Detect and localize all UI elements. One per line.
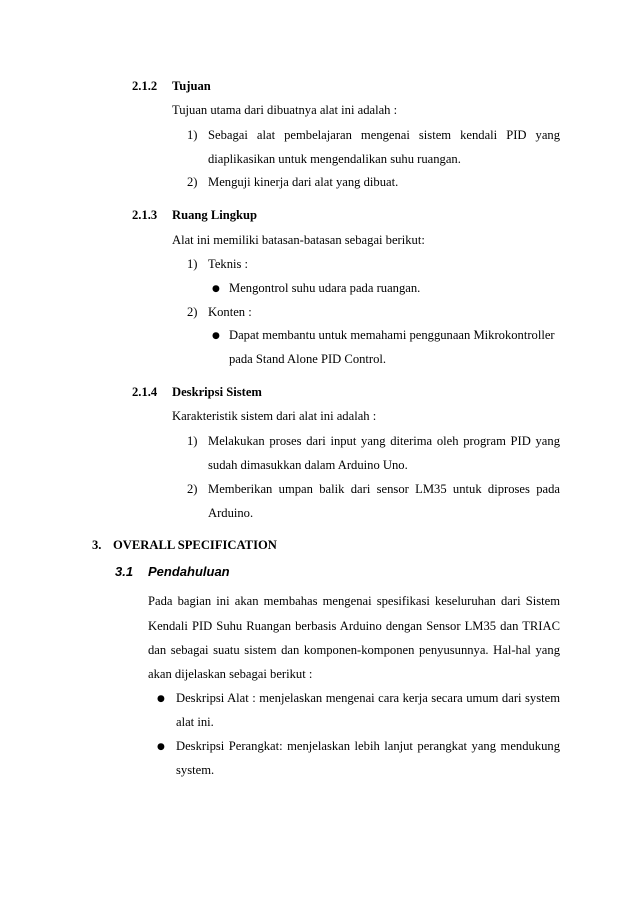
list-item-text: sudah dimasukkan dalam Arduino Uno.	[208, 458, 408, 472]
section-intro: Alat ini memiliki batasan-batasan sebagai berikut:	[172, 233, 425, 247]
chapter-heading: OVERALL SPECIFICATION	[113, 538, 277, 552]
section-intro: Karakteristik sistem dari alat ini adalah :	[172, 409, 377, 423]
bullet-icon: ●	[212, 284, 220, 294]
section-heading: Ruang Lingkup	[172, 208, 258, 222]
chapter-number: 3.	[92, 538, 102, 552]
list-item-text: Menguji kinerja dari alat yang dibuat.	[208, 175, 399, 189]
paragraph-line: dan sebagai suatu sistem dan komponen-komponen penyusunnya. Hal-hal yang	[148, 643, 560, 657]
section-number: 2.1.4	[132, 385, 158, 399]
section-number: 3.1	[115, 564, 134, 579]
section-heading: Deskripsi Sistem	[172, 385, 262, 399]
section-heading: Pendahuluan	[148, 564, 230, 579]
bullet-item-text: Mengontrol suhu udara pada ruangan.	[229, 281, 421, 295]
section-number: 2.1.2	[132, 79, 158, 93]
bullet-item-text: Deskripsi Alat : menjelaskan mengenai cara kerja secara umum dari system	[176, 691, 560, 705]
list-item-label: Konten :	[208, 305, 252, 319]
section-number: 2.1.3	[132, 208, 158, 222]
bullet-icon: ●	[212, 331, 220, 341]
bullet-icon: ●	[157, 694, 165, 704]
paragraph-line: Kendali PID Suhu Ruangan berbasis Arduino dengan Sensor LM35 dan TRIAC	[148, 619, 560, 633]
list-item-text: Arduino.	[208, 506, 254, 520]
paragraph-line: akan dijelaskan sebagai berikut :	[148, 667, 313, 681]
bullet-item-text: alat ini.	[176, 715, 214, 729]
list-marker: 1)	[187, 257, 198, 271]
bullet-item-text: pada Stand Alone PID Control.	[229, 352, 387, 366]
paragraph-line: Pada bagian ini akan membahas mengenai spesifikasi keseluruhan dari Sistem	[148, 594, 560, 608]
bullet-item-text: Dapat membantu untuk memahami penggunaan Mikrokontroller	[229, 328, 555, 342]
list-item-text: Memberikan umpan balik dari sensor LM35 untuk diproses pada	[208, 482, 560, 496]
section-intro: Tujuan utama dari dibuatnya alat ini adalah :	[172, 103, 398, 117]
bullet-item-text: system.	[176, 763, 215, 777]
list-marker: 1)	[187, 434, 198, 448]
list-item-text: Melakukan proses dari input yang diterima oleh program PID yang	[208, 434, 560, 448]
list-marker: 2)	[187, 175, 198, 189]
list-marker: 1)	[187, 128, 198, 142]
list-marker: 2)	[187, 305, 198, 319]
list-marker: 2)	[187, 482, 198, 496]
bullet-item-text: Deskripsi Perangkat: menjelaskan lebih lanjut perangkat yang mendukung	[176, 739, 560, 753]
section-heading: Tujuan	[172, 79, 211, 93]
list-item-label: Teknis :	[208, 257, 249, 271]
list-item-text: Sebagai alat pembelajaran mengenai sistem kendali PID yang	[208, 128, 560, 142]
list-item-text: diaplikasikan untuk mengendalikan suhu ruangan.	[208, 152, 461, 166]
bullet-icon: ●	[157, 742, 165, 752]
